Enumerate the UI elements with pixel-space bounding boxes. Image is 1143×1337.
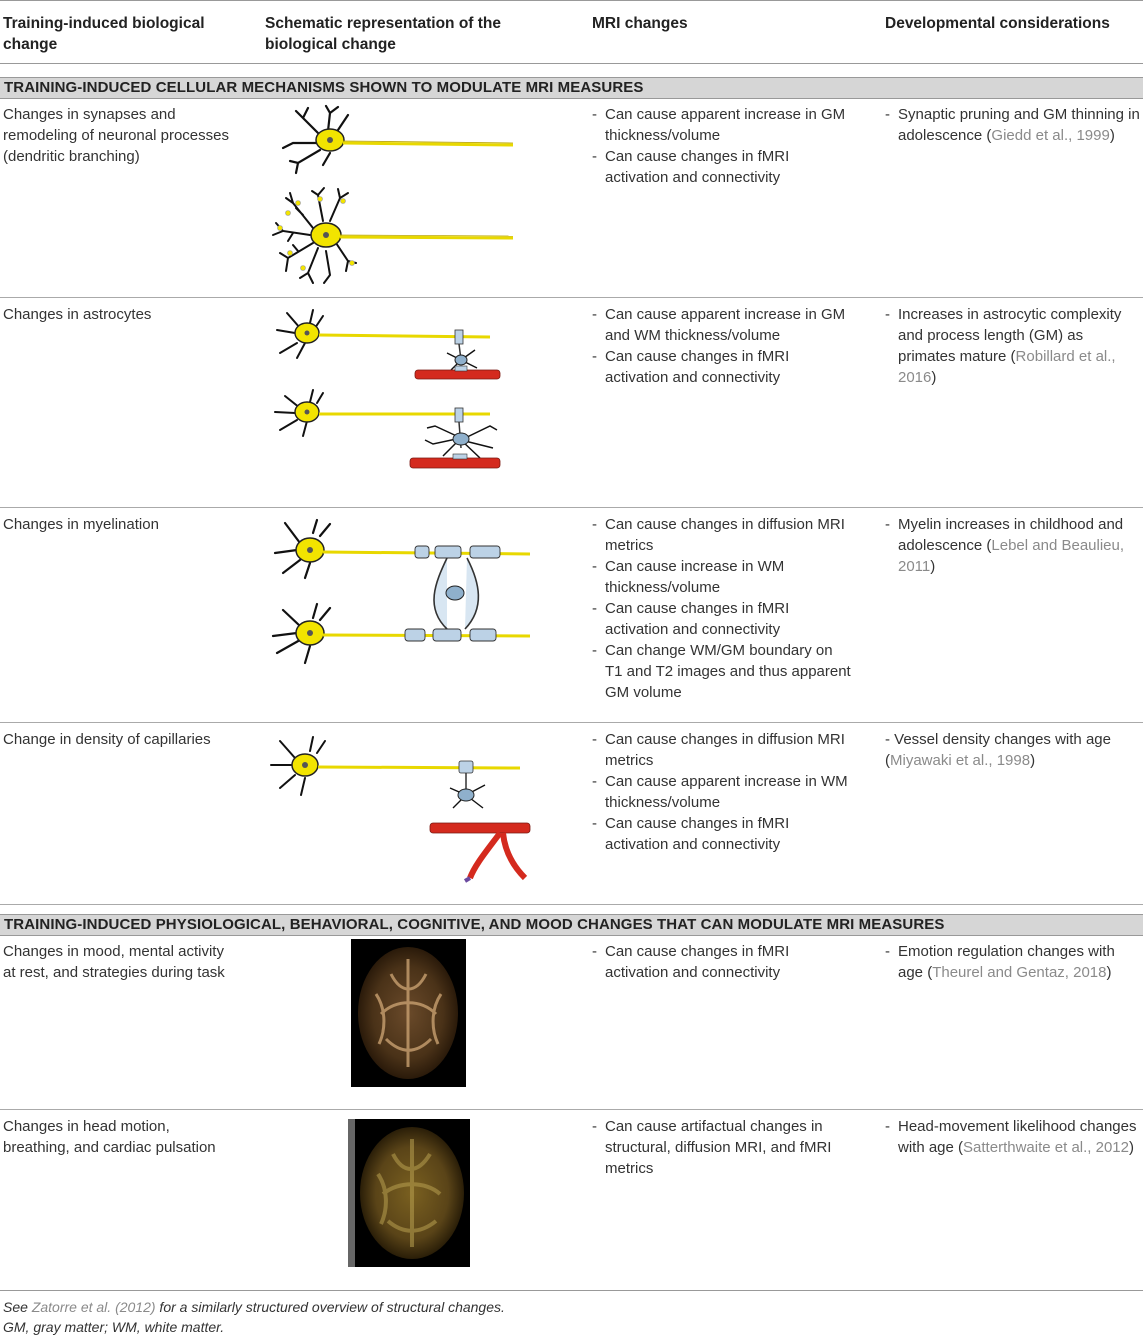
developmental-cell	[885, 941, 1143, 983]
dev-text-end: )	[1128, 1139, 1134, 1156]
astrocyte-illustration	[265, 308, 505, 483]
mri-change-item: - Can cause changes in fMRI activation and connectivity	[592, 146, 854, 188]
mri-changes-cell	[592, 514, 854, 703]
brain-mri-image	[351, 939, 466, 1087]
table-row	[0, 508, 1143, 723]
section-header-cellular: TRAINING-INDUCED CELLULAR MECHANISMS SHOWN TO MODULATE MRI MEASURES	[0, 77, 1143, 99]
myelination-illustration	[265, 518, 540, 668]
dev-text: Increases in astrocytic complexity and process length (GM) as primates mature (	[898, 306, 1122, 365]
change-cell: Changes in head motion, breathing, and cardiac pulsation	[3, 1118, 216, 1156]
footnote-text: See	[3, 1299, 32, 1315]
table-header	[0, 0, 1143, 64]
section-header-physiological: TRAINING-INDUCED PHYSIOLOGICAL, BEHAVIORAL, COGNITIVE, AND MOOD CHANGES THAT CAN MODULATE MRI MEASURES	[0, 914, 1143, 936]
change-cell: Changes in astrocytes	[3, 306, 152, 323]
mri-change-item: - Can cause artifactual changes in structural, diffusion MRI, and fMRI metrics	[592, 1116, 854, 1179]
change-cell: Changes in mood, mental activity at rest, and strategies during task	[3, 943, 225, 981]
mri-change-item: - Can cause apparent increase in WM thickness/volume	[592, 771, 854, 813]
blurred-brain-mri-image	[348, 1119, 470, 1267]
mri-change-item: - Can cause changes in fMRI activation and connectivity	[592, 813, 854, 855]
developmental-cell	[885, 304, 1143, 388]
mri-change-item: - Can cause changes in fMRI activation and connectivity	[592, 598, 854, 640]
capillary-illustration	[265, 733, 540, 883]
dev-text-end: )	[1030, 752, 1036, 769]
table-row	[0, 1110, 1143, 1290]
mri-change-item: - Can cause increase in WM thickness/volume	[592, 556, 854, 598]
mri-changes-cell	[592, 104, 854, 188]
mri-changes-cell	[592, 941, 854, 983]
developmental-cell	[885, 514, 1143, 577]
mri-changes-cell	[592, 1116, 854, 1179]
abbreviations: GM, gray matter; WM, white matter.	[3, 1319, 225, 1335]
header-col-schematic: Schematic representation of the biological change	[265, 15, 502, 53]
synapse-neuron-illustration	[268, 103, 518, 288]
mri-change-item: - Can cause changes in diffusion MRI metrics	[592, 729, 854, 771]
dev-text-end: )	[931, 369, 937, 386]
mri-changes-cell	[592, 729, 854, 855]
mri-change-item: - Can cause apparent increase in GM thickness/volume	[592, 104, 854, 146]
mri-change-item: - Can cause changes in fMRI activation and connectivity	[592, 941, 854, 983]
dev-text: - Vessel density changes with age (	[885, 731, 1111, 769]
dev-text: Emotion regulation changes with age (	[898, 943, 1115, 981]
header-col-change: Training-induced biological change	[3, 15, 205, 53]
citation-link[interactable]: Zatorre et al. (2012)	[31, 1299, 156, 1315]
citation-link[interactable]: Robillard et al., 2016	[898, 348, 1116, 386]
citation-link[interactable]: Satterthwaite et al., 2012	[963, 1139, 1129, 1156]
change-cell: Change in density of capillaries	[3, 731, 211, 748]
developmental-cell	[885, 104, 1143, 146]
mri-change-item: - Can change WM/GM boundary on T1 and T2 images and thus apparent GM volume	[592, 640, 854, 703]
table-row	[0, 98, 1143, 298]
citation-link[interactable]: Lebel and Beaulieu, 2011	[898, 537, 1125, 575]
developmental-cell	[885, 1116, 1143, 1158]
mri-changes-cell	[592, 304, 854, 388]
developmental-cell	[885, 729, 1143, 771]
footnote	[3, 1297, 505, 1337]
table-row	[0, 935, 1143, 1110]
mri-change-item: - Can cause apparent increase in GM and WM thickness/volume	[592, 304, 854, 346]
mri-change-item: - Can cause changes in diffusion MRI metrics	[592, 514, 854, 556]
table-row	[0, 298, 1143, 508]
footnote-text: for a similarly structured overview of structural changes.	[155, 1299, 505, 1315]
dev-text-end: )	[930, 558, 936, 575]
table-row	[0, 723, 1143, 905]
dev-text-end: )	[1109, 127, 1115, 144]
change-cell: Changes in myelination	[3, 516, 159, 533]
dev-text: Head-movement likelihood changes with age (	[898, 1118, 1137, 1156]
citation-link[interactable]: Giedd et al., 1999	[991, 127, 1110, 144]
header-col-mri: MRI changes	[592, 15, 688, 32]
footnote-divider	[0, 1290, 1143, 1291]
citation-link[interactable]: Miyawaki et al., 1998	[890, 752, 1031, 769]
dev-text: Myelin increases in childhood and adolescence (	[898, 516, 1124, 554]
mri-change-item: - Can cause changes in fMRI activation and connectivity	[592, 346, 854, 388]
dev-text: Synaptic pruning and GM thinning in adolescence (	[898, 106, 1140, 144]
citation-link[interactable]: Theurel and Gentaz, 2018	[932, 964, 1107, 981]
change-cell: Changes in synapses and remodeling of neuronal processes (dendritic branching)	[3, 106, 229, 165]
header-col-developmental: Developmental considerations	[885, 15, 1110, 32]
dev-text-end: )	[1106, 964, 1112, 981]
